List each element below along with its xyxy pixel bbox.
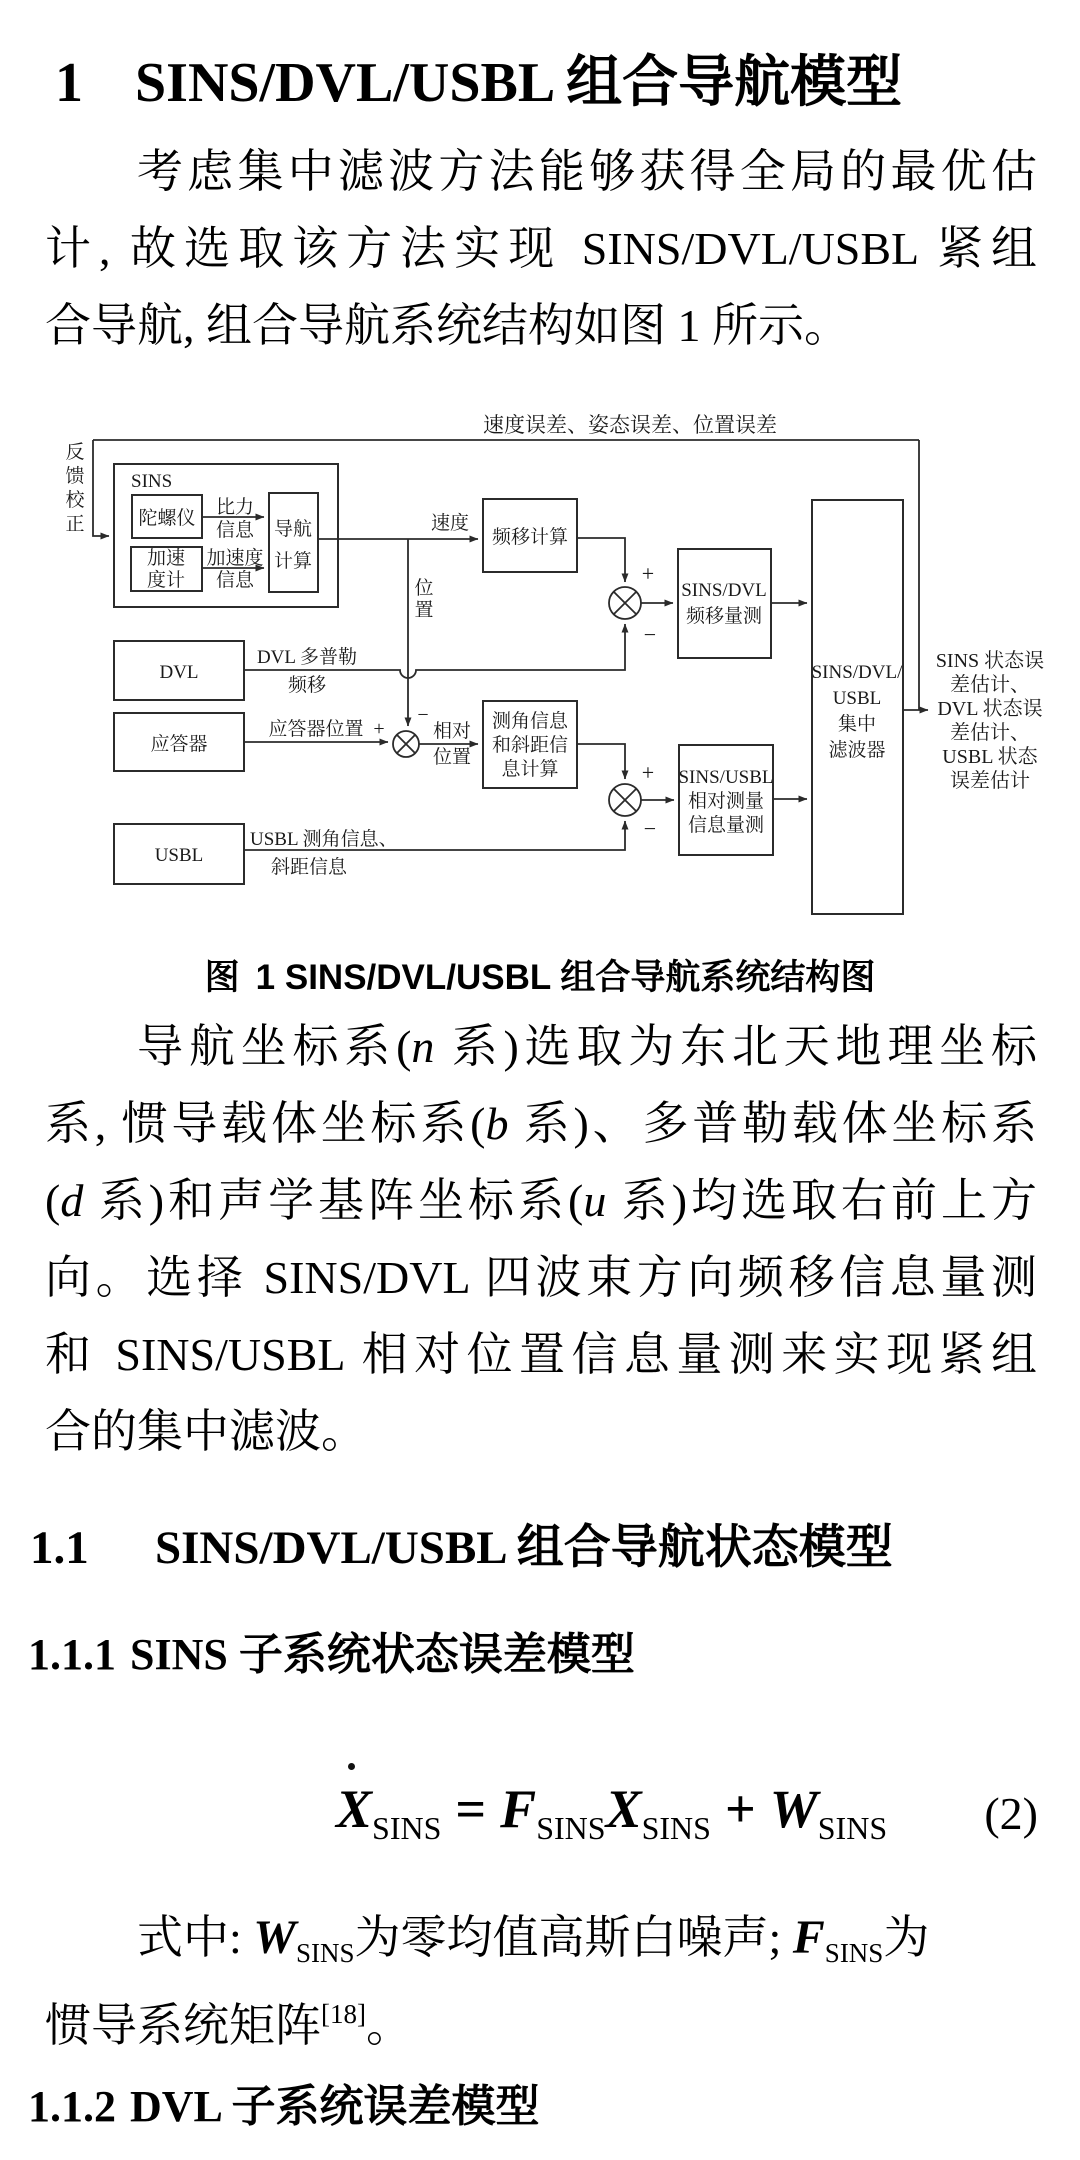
section-1-1-title-text: SINS/DVL/USBL 组合导航状态模型 <box>155 1522 893 1574</box>
feedback-correction-char-2: 馈 <box>65 466 85 487</box>
sum-junction-1-cross <box>614 592 637 615</box>
nav-calc-label-1: 导航 <box>273 519 313 540</box>
dvl-label: DVL <box>159 662 199 683</box>
paragraph-2-line-2: 系, 惯导载体坐标系(b 系)、多普勒载体坐标系 <box>45 1098 1037 1149</box>
section-1-1-2-number: 1.1.2 <box>28 2082 116 2131</box>
sins-usbl-measure-label-2: 相对测量 <box>687 791 765 812</box>
freqcalc-to-sum1-line <box>577 538 625 582</box>
usbl-info-label-2: 斜距信息 <box>271 857 348 878</box>
eq-x2-sub: SINS <box>641 1810 711 1846</box>
paragraph-2-line-5: 和 SINS/USBL 相对位置信息量测来实现紧组 <box>45 1329 1037 1380</box>
paragraph-3 <box>45 1900 1037 2052</box>
dvl-doppler-label-1: DVL 多普勒 <box>256 647 358 668</box>
frame-b-italic: b <box>485 1098 509 1149</box>
feedback-correction-char-4: 正 <box>65 514 85 535</box>
figure-1-caption <box>0 956 1080 1000</box>
usbl-label: USBL <box>154 845 204 866</box>
error-feedback-label: 速度误差、姿态误差、位置误差 <box>483 413 777 437</box>
sum1-plus-sign: + <box>641 561 655 586</box>
output-label-3: DVL 状态误 <box>937 698 1043 720</box>
sum-junction-3-cross <box>614 789 637 812</box>
paragraph-2-line-4: 向。选择 SINS/DVL 四波束方向频移信息量测 <box>45 1252 1037 1303</box>
sum-junction-2-cross <box>397 735 415 753</box>
output-label-6: 误差估计 <box>950 770 1030 792</box>
w-sins-var: W <box>253 1911 296 1964</box>
reference-18: [18] <box>321 1999 366 2029</box>
eq-x1-sub: SINS <box>372 1810 442 1846</box>
specific-force-label-2: 信息 <box>215 520 255 541</box>
section-1-1-heading <box>30 1520 893 1576</box>
eq-x1: X <box>336 1779 373 1839</box>
feedback-correction-char-3: 校 <box>65 490 85 511</box>
eq-f: F <box>500 1779 537 1839</box>
gyro-label: 陀螺仪 <box>138 508 196 529</box>
paragraph-1 <box>45 133 1037 364</box>
paragraph-2-line-1: 导航坐标系(n 系)选取为东北天地理坐标 <box>137 1021 1037 1072</box>
section-1-1-1-heading <box>28 1628 635 1682</box>
sum1-minus-sign: − <box>643 622 657 647</box>
paragraph-3-line-2: 惯导系统矩阵[18]。 <box>45 1999 412 2051</box>
anglecalc-to-sum3-line <box>577 744 625 779</box>
specific-force-label-1: 比力 <box>215 497 255 518</box>
sins-dvl-measure-label-2: 频移量测 <box>685 606 763 627</box>
equation-2 <box>336 1778 887 1859</box>
section-1-number: 1 <box>55 52 83 114</box>
accel-info-label-2: 信息 <box>215 570 255 591</box>
relative-pos-label-2: 位置 <box>432 747 472 768</box>
f-sins-var: F <box>792 1911 825 1964</box>
eq-w: W <box>769 1779 818 1839</box>
paragraph-1-line-1: 考虑集中滤波方法能够获得全局的最优估 <box>137 146 1037 197</box>
section-1-1-2-title-text: DVL 子系统误差模型 <box>130 2082 540 2131</box>
angle-range-label-1: 测角信息 <box>491 711 569 732</box>
filter-label-3: 集中 <box>837 714 877 735</box>
output-label-2: 差估计、 <box>950 674 1030 696</box>
section-1-heading <box>55 52 902 114</box>
accel-info-label-1: 加速度 <box>206 548 264 569</box>
section-1-1-1-title-text: SINS 子系统状态误差模型 <box>130 1630 635 1679</box>
derivative-dot <box>348 1763 355 1770</box>
accelerometer-label-1: 加速 <box>146 548 186 569</box>
filter-label-1: SINS/DVL/ <box>811 662 903 683</box>
sins-group-label: SINS <box>131 471 173 492</box>
sins-dvl-measure-box <box>678 549 771 658</box>
eq-equals: = <box>455 1779 487 1839</box>
caption-text: 1 SINS/DVL/USBL 组合导航系统结构图 <box>255 958 876 997</box>
paragraph-2 <box>45 1008 1037 1470</box>
frame-n-italic: n <box>411 1021 435 1072</box>
paragraph-1-line-3: 合导航, 组合导航系统结构如图 1 所示。 <box>45 300 850 351</box>
paragraph-2-line-6: 合的集中滤波。 <box>45 1406 367 1457</box>
caption-fig-word: 图 <box>204 958 240 997</box>
transponder-label: 应答器 <box>150 734 208 755</box>
frame-d-italic: d <box>60 1175 84 1226</box>
angle-range-label-2: 和斜距信 <box>491 735 569 756</box>
output-label-5: USBL 状态 <box>942 746 1038 768</box>
angle-range-label-3: 息计算 <box>501 759 559 780</box>
frame-u-italic: u <box>583 1175 607 1226</box>
paragraph-3-line-1: 式中: WSINS为零均值高斯白噪声; FSINS为 <box>137 1911 930 1968</box>
velocity-label: 速度 <box>430 513 470 534</box>
paragraph-2-line-3: (d 系)和声学基阵坐标系(u 系)均选取右前上方 <box>45 1175 1037 1226</box>
paragraph-1-line-2: 计, 故选取该方法实现 SINS/DVL/USBL 紧组 <box>45 223 1037 274</box>
output-label-1: SINS 状态误 <box>935 650 1045 672</box>
eq-f-sub: SINS <box>536 1810 606 1846</box>
eq-plus: + <box>724 1779 756 1839</box>
sum2-minus-sign: − <box>417 704 429 726</box>
sum3-minus-sign: − <box>643 816 657 841</box>
filter-label-2: USBL <box>832 688 882 709</box>
section-1-1-number: 1.1 <box>30 1522 89 1574</box>
section-1-title-text: SINS/DVL/USBL 组合导航模型 <box>135 52 903 114</box>
sum3-plus-sign: + <box>641 760 655 785</box>
section-1-1-2-heading <box>28 2080 539 2134</box>
sins-usbl-measure-label-3: 信息量测 <box>687 815 765 836</box>
usbl-info-label-1: USBL 测角信息、 <box>250 829 398 850</box>
feedback-left-arrow <box>93 440 109 536</box>
filter-label-4: 滤波器 <box>828 740 886 761</box>
eq-x2: X <box>605 1779 642 1839</box>
sum2-plus-sign: + <box>373 718 385 740</box>
dvl-doppler-label-2: 频移 <box>287 675 327 696</box>
position-label-char-2: 置 <box>414 600 434 621</box>
sins-dvl-measure-label-1: SINS/DVL <box>681 580 767 601</box>
freq-calc-label: 频移计算 <box>491 527 569 548</box>
output-label-4: 差估计、 <box>950 722 1030 744</box>
sins-usbl-measure-label-1: SINS/USBL <box>678 767 774 788</box>
relative-pos-label-1: 相对 <box>432 721 472 742</box>
transponder-pos-label: 应答器位置 <box>268 719 364 740</box>
nav-calc-label-2: 计算 <box>273 551 313 572</box>
nav-calc-box <box>269 493 318 592</box>
position-label-char-1: 位 <box>414 578 434 599</box>
figure-1-diagram <box>0 408 1080 948</box>
section-1-1-1-number: 1.1.1 <box>28 1630 116 1679</box>
accelerometer-label-2: 度计 <box>146 570 186 591</box>
feedback-correction-char-1: 反 <box>65 442 85 463</box>
equation-2-number: (2) <box>984 1788 1038 1839</box>
eq-w-sub: SINS <box>817 1810 888 1846</box>
